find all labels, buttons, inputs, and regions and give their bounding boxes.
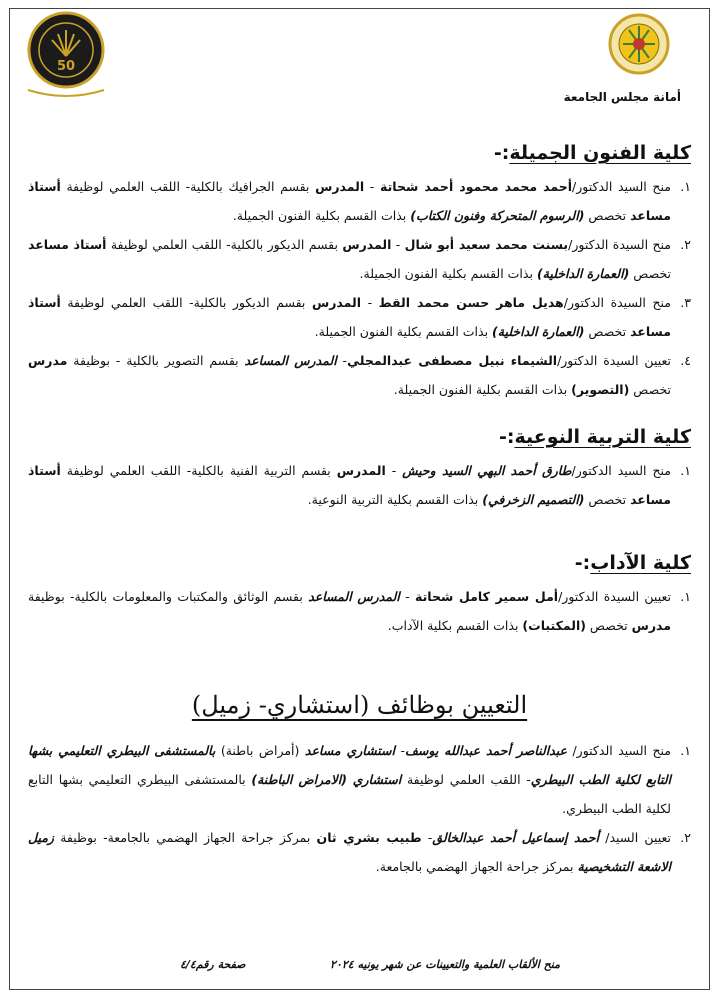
list-item: ١. منح السيد الدكتور/أحمد محمد محمود أحمد شحاتة - المدرس بقسم الجرافيك بالكلية- اللقب العلمي لوظيفة أستاذ مساعد تخصص (الرسوم المتحركة وفنون الكتاب) بذات القسم بكلية الفنون الجميلة. bbox=[28, 179, 691, 223]
svg-text:50: 50 bbox=[56, 59, 76, 74]
text-run: بذات القسم بكلية الفنون الجميلة. bbox=[232, 208, 411, 223]
section-title: كلية التربية النوعية:- bbox=[498, 426, 691, 448]
text-run: بسنت محمد سعيد أبو شال bbox=[404, 237, 569, 252]
text-run: (العمارة الداخلية) bbox=[536, 266, 630, 281]
text-run: - bbox=[385, 463, 403, 478]
list-item: ٢. منح السيدة الدكتور/بسنت محمد سعيد أبو شال - المدرس بقسم الديكور بالكلية- اللقب العلمي لوظيفة أستاذ مساعد تخصص (العمارة الداخلية) بذات القسم بكلية الفنون الجميلة. bbox=[28, 237, 691, 281]
text-run: أحمد محمد محمود أحمد شحاتة bbox=[380, 179, 573, 194]
text-run: المدرس bbox=[342, 237, 392, 252]
text-run: - اللقب العلمي لوظيفة bbox=[401, 772, 531, 787]
text-run: استشاري bbox=[352, 772, 402, 787]
text-run: مدرس bbox=[28, 353, 68, 368]
list-item: ١. تعيين السيدة الدكتور/أمل سمير كامل شحاتة - المدرس المساعد بقسم الوثائق والمكتبات والمعلومات بالكلية- بوظيفة مدرس تخصص (المكتبات) بذات القسم بكلية الآداب. bbox=[28, 589, 691, 633]
text-run: - bbox=[364, 179, 380, 194]
text-run: أمل سمير كامل شحاتة bbox=[415, 589, 559, 604]
text-run: منح السيد الدكتور/ bbox=[572, 179, 671, 194]
section-arts bbox=[28, 548, 691, 640]
section-specific-education bbox=[28, 422, 691, 514]
text-run: أستاذ مساعد bbox=[28, 463, 671, 507]
text-run: تعيين السيدة الدكتور/ bbox=[558, 589, 671, 604]
text-run: - bbox=[399, 589, 416, 604]
council-secretariat-label: أمانة مجلس الجامعة bbox=[563, 90, 681, 104]
text-run: تخصص bbox=[584, 492, 631, 507]
text-run: تخصص bbox=[629, 266, 671, 281]
text-run: بذات القسم بكلية الآداب. bbox=[387, 618, 523, 633]
appointments-title: التعيين بوظائف (استشاري- زميل) bbox=[191, 691, 528, 719]
text-run: (التصميم الزخرفي) bbox=[482, 492, 585, 507]
text-run: هديل ماهر حسن محمد القط bbox=[378, 295, 564, 310]
section-title: كلية الفنون الجميلة:- bbox=[493, 142, 691, 164]
text-run: (التصوير) bbox=[571, 382, 630, 397]
text-run: بقسم التربية الفنية بالكلية- اللقب العلمي لوظيفة bbox=[60, 463, 337, 478]
text-run: أستاذ مساعد bbox=[28, 295, 671, 339]
text-run: (الامراض الباطنة) bbox=[251, 772, 347, 787]
section-fine-arts bbox=[28, 138, 691, 404]
text-run: منح السيد الدكتور/ bbox=[566, 743, 671, 758]
text-run: بذات القسم بكلية الفنون الجميلة. bbox=[393, 382, 572, 397]
text-run: تخصص bbox=[584, 324, 631, 339]
text-run: بذات القسم بكلية التربية النوعية. bbox=[307, 492, 483, 507]
text-run: بقسم التصوير بالكلية - بوظيفة bbox=[67, 353, 245, 368]
text-run: - bbox=[394, 743, 405, 758]
text-run: بالمستشفى البيطري التعليمي بشها التابع لكلية الطب البيطري. bbox=[28, 772, 671, 816]
footer-document-title: منح الألقاب العلمية والتعيينات عن شهر يونيه ٢٠٢٤ bbox=[330, 958, 560, 971]
text-run: بقسم الجرافيك بالكلية- اللقب العلمي لوظيفة bbox=[60, 179, 316, 194]
list-item: ٤. تعيين السيدة الدكتور/الشيماء نبيل مصطفى عبدالمجلي- المدرس المساعد بقسم التصوير بالكلية - بوظيفة مدرس تخصص (التصوير) بذات القسم بكلية الفنون الجميلة. bbox=[28, 353, 691, 397]
text-run: طارق أحمد البهي السيد وحيش bbox=[402, 463, 572, 478]
text-run: بقسم الوثائق والمكتبات والمعلومات بالكلية- بوظيفة bbox=[28, 589, 309, 604]
text-run: المدرس bbox=[336, 463, 386, 478]
list-item: ١. منح السيد الدكتور/طارق أحمد البهي السيد وحيش - المدرس بقسم التربية الفنية بالكلية- اللقب العلمي لوظيفة أستاذ مساعد تخصص (التصميم الزخرفي) بذات القسم بكلية التربية النوعية. bbox=[28, 463, 691, 507]
list-item: ١. منح السيد الدكتور/ عبدالناصر أحمد عبدالله يوسف- استشاري مساعد (أمراض باطنة) بالمستشفى البيطري التعليمي بشها التابع لكلية الطب البيطري- اللقب العلمي لوظيفة استشاري (الامراض الباطنة) بالمستشفى البيطري التعليمي بشها التابع لكلية الطب البيطري. bbox=[28, 743, 691, 816]
university-logo bbox=[607, 12, 671, 76]
page-footer bbox=[180, 958, 560, 971]
list-item: ٢. تعيين السيد/ أحمد إسماعيل أحمد عبدالخالق- طبيب بشري ثان بمركز جراحة الجهاز الهضمي بالجامعة- بوظيفة زميل الاشعة التشخيصية بمركز جراحة الجهاز الهضمي بالجامعة. bbox=[28, 830, 691, 874]
text-run: منح السيدة الدكتور/ bbox=[568, 237, 672, 252]
text-run: تخصص bbox=[584, 208, 631, 223]
text-run: بالمستشفى البيطري التعليمي بشها التابع لكلية الطب البيطري bbox=[28, 743, 672, 787]
text-run: المدرس bbox=[311, 295, 362, 310]
text-run: - bbox=[361, 295, 379, 310]
text-run: تعيين السيدة الدكتور/ bbox=[557, 353, 671, 368]
decree-body bbox=[28, 138, 691, 881]
footer-page-number: صفحة رقم٤/٤ bbox=[180, 958, 246, 971]
text-run: - bbox=[421, 830, 433, 845]
section-title: كلية الآداب:- bbox=[574, 552, 691, 574]
text-run: المدرس bbox=[315, 179, 365, 194]
text-run: بمركز جراحة الجهاز الهضمي بالجامعة. bbox=[375, 859, 578, 874]
text-run: تخصص bbox=[629, 382, 671, 397]
section-appointments bbox=[28, 688, 691, 881]
text-run: المدرس المساعد bbox=[308, 589, 400, 604]
text-run: أحمد إسماعيل أحمد عبدالخالق bbox=[432, 830, 600, 845]
text-run: استشاري مساعد bbox=[304, 743, 395, 758]
text-run: المدرس المساعد bbox=[244, 353, 337, 368]
text-run: طبيب بشري ثان bbox=[316, 830, 422, 845]
text-run: بمركز جراحة الجهاز الهضمي بالجامعة- بوظيفة bbox=[53, 830, 317, 845]
text-run: عبدالناصر أحمد عبدالله يوسف bbox=[404, 743, 567, 758]
text-run: تخصص bbox=[585, 618, 632, 633]
text-run: بذات القسم بكلية الفنون الجميلة. bbox=[314, 324, 493, 339]
text-run: زميل الاشعة التشخيصية bbox=[28, 830, 671, 874]
text-run: - bbox=[391, 237, 405, 252]
text-run: بقسم الديكور بالكلية- اللقب العلمي لوظيفة bbox=[60, 295, 312, 310]
text-run: (المكتبات) bbox=[522, 618, 586, 633]
text-run: (الرسوم المتحركة وفنون الكتاب) bbox=[410, 208, 585, 223]
text-run: تعيين السيد/ bbox=[599, 830, 671, 845]
text-run: (أمراض باطنة) bbox=[215, 743, 305, 758]
text-run: أستاذ مساعد bbox=[28, 179, 671, 223]
text-run: (العمارة الداخلية) bbox=[492, 324, 585, 339]
text-run: الشيماء نبيل مصطفى عبدالمجلي bbox=[347, 353, 558, 368]
text-run: منح السيد الدكتور/ bbox=[571, 463, 671, 478]
text-run: مدرس bbox=[631, 618, 671, 633]
text-run: منح السيدة الدكتور/ bbox=[563, 295, 671, 310]
text-run: أستاذ مساعد bbox=[28, 237, 107, 252]
text-run: بقسم الديكور بالكلية- اللقب العلمي لوظيفة bbox=[106, 237, 343, 252]
list-item: ٣. منح السيدة الدكتور/هديل ماهر حسن محمد القط - المدرس بقسم الديكور بالكلية- اللقب العلمي لوظيفة أستاذ مساعد تخصص (العمارة الداخلية) بذات القسم بكلية الفنون الجميلة. bbox=[28, 295, 691, 339]
text-run: بذات القسم بكلية الفنون الجميلة. bbox=[359, 266, 537, 281]
golden-jubilee-logo bbox=[22, 10, 110, 98]
text-run: - bbox=[336, 353, 348, 368]
